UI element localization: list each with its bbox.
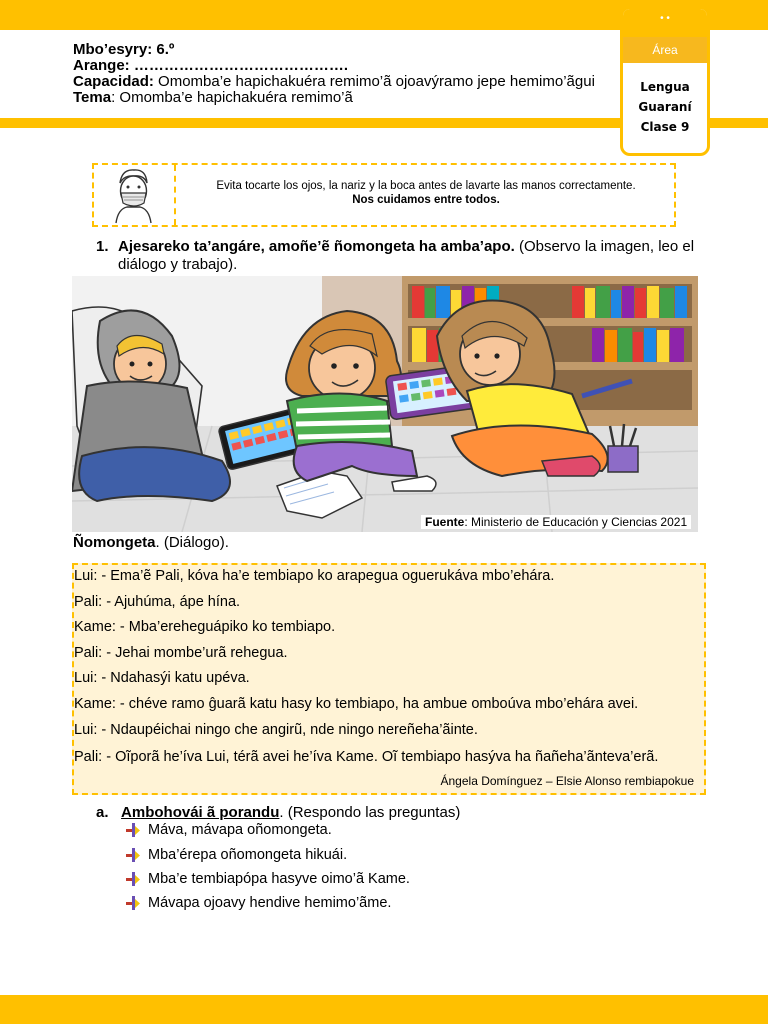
notice-line-1: Evita tocarte los ojos, la nariz y la boca antes de lavarte las manos correctamente.	[216, 180, 636, 192]
arange-value: …………………………………….	[133, 57, 349, 74]
question-item-text: Mávapa ojoavy hendive hemimo’ãme.	[148, 895, 392, 911]
image-source-text: : Ministerio de Educación y Ciencias 2021	[464, 515, 688, 529]
area-badge	[620, 6, 710, 156]
arange-label: Arange:	[73, 57, 130, 74]
dialogue-line: Kame: - chéve ramo ĝuarã katu hasy ko tembiapo, ha ambue omboúva mbo’ehára avei.	[74, 696, 639, 712]
question-1-number: 1.	[96, 238, 109, 255]
bottom-accent-bar	[0, 995, 768, 1024]
tema-label: Tema	[73, 89, 112, 106]
image-source-label: Fuente	[425, 515, 465, 529]
area-label: Área	[623, 37, 707, 63]
masked-face-icon	[94, 165, 176, 225]
question-1-bold: Ajesareko ta’angáre, amoñe’ẽ ñomongeta ha amba’apo.	[118, 238, 515, 255]
hygiene-notice	[92, 163, 676, 227]
dialogue-heading	[73, 534, 229, 552]
bullet-arrow-icon	[126, 896, 140, 910]
capacidad-row	[73, 74, 595, 90]
question-item-text: Máva, mávapa oñomongeta.	[148, 822, 332, 838]
tema-value: : Omomba’e hapichakuéra remimo’ã	[111, 89, 353, 106]
questions-rest: . (Respondo las preguntas)	[279, 804, 461, 821]
questions-label: a.	[96, 804, 109, 821]
questions-bold: Ambohovái ã porandu	[121, 804, 280, 821]
questions-heading	[96, 804, 460, 822]
capacidad-value: Omomba’e hapichakuéra remimo’ã ojoavýramo jepe hemimo’ãgui	[158, 73, 595, 90]
dialogue-line: Pali: - Ajuhúma, ápe hína.	[74, 594, 241, 610]
dialogue-line: Pali: - Oĩporã he’íva Lui, térã avei he’íva Kame. Oĩ tembiapo hasýva ha ñañeha’ãnteva’erã.	[74, 749, 659, 765]
arange-row	[73, 58, 595, 74]
capacidad-label: Capacidad:	[73, 73, 154, 90]
dialogue-authors: Ángela Domínguez – Elsie Alonso rembiapokue	[440, 774, 694, 788]
notice-message	[176, 179, 676, 207]
bullet-arrow-icon	[126, 823, 140, 837]
bullet-arrow-icon	[126, 848, 140, 862]
question-1-text	[118, 238, 708, 274]
question-item-text: Mba’érepa oñomongeta hikuái.	[148, 847, 348, 863]
question-item-text: Mba’e tembiapópa hasyve oimo’ã Kame.	[148, 871, 410, 887]
header-info	[73, 42, 595, 106]
area-dots: • •	[623, 9, 707, 37]
grade-label: Mbo’esyry:	[73, 41, 153, 58]
dialogue-line: Lui: - Ndahasýi katu upéva.	[74, 670, 250, 686]
dialogue-line: Lui: - Ndaupéichai ningo che angirũ, nde ningo nereñeha’ãinte.	[74, 722, 478, 738]
area-line-1: Lengua	[640, 80, 690, 94]
area-line-3: Clase 9	[640, 120, 690, 134]
image-source	[421, 515, 691, 529]
grade-row	[73, 42, 595, 58]
children-with-tablets-illustration	[72, 276, 698, 532]
grade-value: 6.º	[156, 41, 175, 58]
dialogue-box	[72, 563, 706, 795]
dialogue-heading-rest: . (Diálogo).	[155, 534, 229, 551]
tema-row	[73, 90, 595, 106]
dialogue-line: Kame: - Mba’ereheguápiko ko tembiapo.	[74, 619, 336, 635]
notice-line-2: Nos cuidamos entre todos.	[352, 194, 500, 206]
dialogue-line: Lui: - Ema’ẽ Pali, kóva ha’e tembiapo ko arapegua oguerukáva mbo’ehára.	[74, 568, 555, 584]
bullet-arrow-icon	[126, 872, 140, 886]
dialogue-line: Pali: - Jehai mombe’urã rehegua.	[74, 645, 288, 661]
area-line-2: Guaraní	[638, 100, 692, 114]
dialogue-heading-bold: Ñomongeta	[73, 534, 156, 551]
question-1-rest: (Observo la imagen, leo el diálogo y trabajo).	[118, 238, 695, 273]
area-subject	[623, 63, 707, 137]
